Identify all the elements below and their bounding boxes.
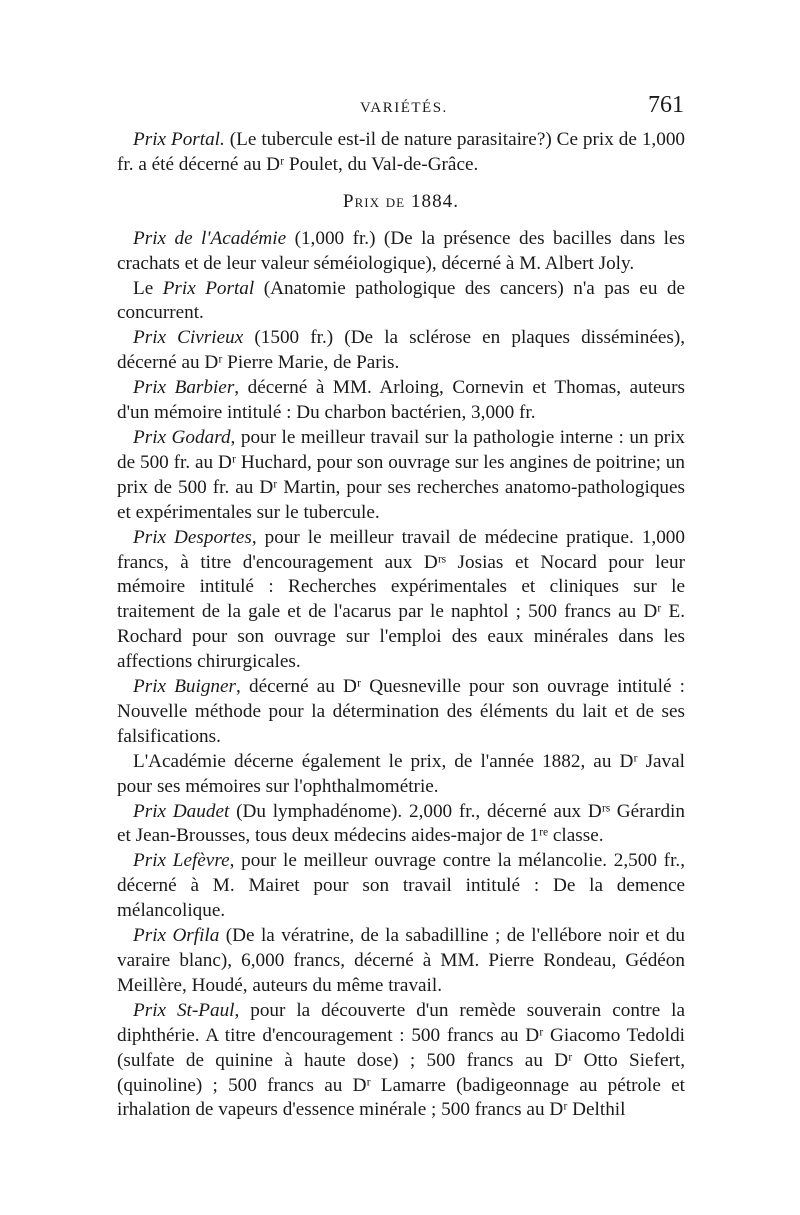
prize-name: Prix Godard [133,426,231,448]
paragraph-text: (1500 fr.) (De la sclérose en plaques disséminées), décerné au Dʳ Pierre Marie, de Paris. [117,327,686,374]
prize-name: Prix Lefèvre [133,850,230,872]
paragraph-prix-daudet [117,800,685,850]
prize-name: Prix Daudet [133,800,230,822]
paragraph-prix-godard [117,426,685,526]
paragraph-prix-desportes [117,526,685,675]
paragraph-prix-barbier [117,376,685,426]
paragraph-text: , pour le meilleur travail de médecine pratique. 1,000 francs, à titre d'encouragement aux Dʳˢ Josias et Nocard pour leur mémoire intitulé : Recherches expérimentales et cliniques sur le traitement de la gale et de l'acarus par le naphtol ; 500 francs au Dʳ E. Rochard pour son ouvrage sur l'emploi des eaux minérales dans les affections chirurgicales. [117,526,685,673]
prize-name: Prix Portal [162,277,255,299]
paragraph-text: (Anatomie pathologique des cancers) n'a pas eu de concurrent. [117,277,685,324]
prize-name: Prix Barbier [133,377,235,399]
paragraph-prix-academie [117,227,685,277]
paragraph-prix-st-paul [117,999,685,1124]
body-text [117,128,685,1123]
paragraph-prix-portal-1884 [117,277,685,327]
paragraph-text: , décerné au Dʳ Quesneville pour son ouvrage intitulé : Nouvelle méthode pour la détermination des éléments du lait et de ses falsifications. [117,676,685,747]
page-number: 761 [648,92,684,118]
paragraph-text: , décerné à MM. Arloing, Cornevin et Thomas, auteurs d'un mémoire intitulé : Du charbon bactérien, 3,000 fr. [117,377,686,424]
running-head [0,92,800,124]
paragraph-text: , pour la découverte d'un remède souverain contre la diphthérie. A titre d'encouragement : 500 francs au Dʳ Giacomo Tedoldi (sulfate de quinine à haute dose) ; 500 francs au Dʳ Otto Siefert, (quinoline) ; 500 francs au Dʳ Lamarre (badigeonnage au pétrole et irhalation de vapeurs d'essence minérale ; 500 francs au Dʳ Delthil [117,999,685,1121]
paragraph-text: (Du lymphadénome). 2,000 fr., décerné aux Dʳˢ Gérardin et Jean-Brousses, tous deux médecins aides-major de 1ʳᵉ classe. [117,800,685,847]
paragraph-academie-1882: L'Académie décerne également le prix, de l'année 1882, au Dʳ Javal pour ses mémoires sur l'ophthalmométrie. [117,750,685,797]
paragraph-prefix: Le [133,277,163,299]
prize-name: Prix Orfila [133,925,220,947]
paragraph-prix-orfila [117,924,685,999]
paragraph-text: , pour le meilleur travail sur la pathologie interne : un prix de 500 fr. au Dʳ Huchard, pour son ouvrage sur les angines de poitrine; un prix de 500 fr. au Dʳ Martin, pour ses recherches anatomo-pathologiques et expérimentales sur le tubercule. [117,426,685,523]
prize-name: Prix Buigner [133,676,237,698]
running-title: VARIÉTÉS. [360,100,448,116]
paragraph-text: (1,000 fr.) (De la présence des bacilles dans les crachats et de leur valeur séméiologique), décerné à M. Albert Joly. [117,227,685,274]
paragraph-prix-buigner [117,675,685,750]
prize-name: Prix Portal. [133,129,225,150]
prize-name: Prix de l'Académie [133,227,287,249]
prize-name: Prix St-Paul [133,999,235,1021]
paragraph-text: (De la vératrine, de la sabadilline ; de l'ellébore noir et du varaire blanc), 6,000 francs, décerné à MM. Pierre Rondeau, Gédéon Meillère, Houdé, auteurs du même travail. [117,925,686,996]
paragraph-prix-portal-1883 [117,128,685,178]
paragraph-text: , pour le meilleur ouvrage contre la mélancolie. 2,500 fr., décerné à M. Mairet pour son travail intitulé : De la demence mélancolique. [117,850,685,922]
section-heading: Prix de 1884. [342,190,460,212]
prize-name: Prix Civrieux [133,327,244,349]
paragraph-prix-civrieux [117,326,685,376]
paragraph-text: (Le tubercule est-il de nature parasitaire?) Ce prix de 1,000 fr. a été décerné au Dʳ Poulet, du Val-de-Grâce. [117,129,686,175]
prize-name: Prix Desportes [133,526,252,548]
paragraph-prix-lefevre [117,849,685,924]
